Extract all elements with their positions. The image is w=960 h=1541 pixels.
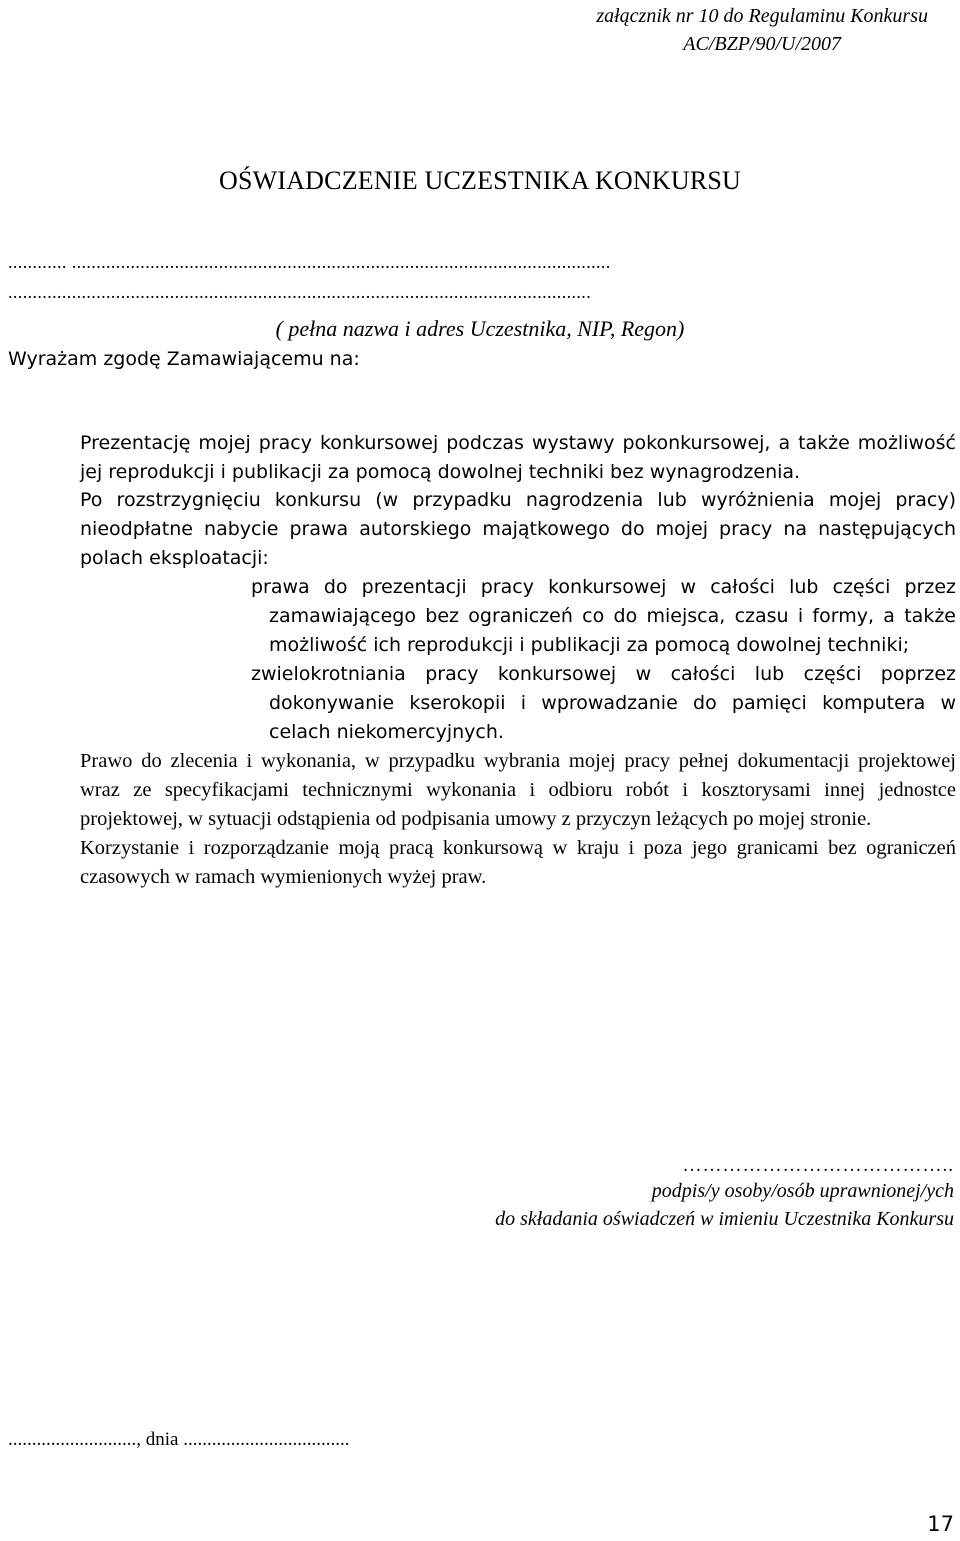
list-item (40, 429, 956, 486)
page-title: OŚWIADCZENIE UCZESTNIKA KONKURSU (218, 166, 742, 195)
participant-name-field-line1: ............ .............................................................................................................. (8, 252, 611, 272)
signature-caption (495, 1177, 954, 1233)
page-number: 17 (927, 1512, 954, 1536)
list-item-text: Prawo do zlecenia i wykonania, w przypadku wybrania mojej pracy pełnej dokumentacji projektowej wraz ze specyfikacjami technicznymi wykonania i odbioru robót i kosztorysami innej jednostce projektowej, w sytuacji odstąpienia od podpisania umowy z przyczyn leżących po mojej stronie. (80, 750, 956, 830)
list-item (40, 747, 956, 834)
sub-list-item (40, 660, 956, 747)
annex-line: załącznik nr 10 do Regulaminu Konkursu (596, 5, 928, 27)
list-item (40, 486, 956, 747)
signature-line: ………………………………….. (682, 1155, 954, 1176)
participant-name-field-line2: ....................................................................................................................... (8, 282, 592, 302)
signature-caption-line2: do składania oświadczeń w imieniu Uczestnika Konkursu (495, 1208, 954, 1230)
sub-list-item-text: zwielokrotniania pracy konkursowej w całości lub części poprzez dokonywanie kserokopii i wprowadzanie do pamięci komputera w celach niekomercyjnych. (251, 663, 956, 743)
list-item-text: Prezentację mojej pracy konkursowej podczas wystawy pokonkursowej, a także możliwość jej reprodukcji i publikacji za pomocą dowolnej techniki bez wynagrodzenia. (80, 432, 956, 483)
place-date-field: ..........................., dnia ................................... (8, 1429, 350, 1450)
annex-header (596, 2, 928, 58)
sub-list-item-text: prawa do prezentacji pracy konkursowej w całości lub części przez zamawiającego bez ograniczeń co do miejsca, czasu i formy, a także możliwość ich reprodukcji i publikacji za pomocą dowolnej techniki; (251, 576, 956, 656)
participant-field-caption: ( pełna nazwa i adres Uczestnika, NIP, Regon) (275, 316, 685, 341)
exploitation-fields-list (80, 573, 956, 747)
consent-list (40, 429, 956, 892)
reference-number: AC/BZP/90/U/2007 (683, 33, 842, 55)
list-item-text: Korzystanie i rozporządzanie moją pracą konkursową w kraju i poza jego granicami bez ograniczeń czasowych w ramach wymienionych wyżej praw. (80, 837, 956, 888)
sub-list-item (40, 573, 956, 660)
signature-caption-line1: podpis/y osoby/osób uprawnionej/ych (651, 1180, 954, 1202)
consent-intro: Wyrażam zgodę Zamawiającemu na: (8, 348, 360, 370)
list-item (40, 834, 956, 892)
list-item-text: Po rozstrzygnięciu konkursu (w przypadku nagrodzenia lub wyróżnienia mojej pracy) nieodpłatne nabycie prawa autorskiego majątkowego do mojej pracy na następujących polach eksploatacji: (80, 489, 956, 569)
